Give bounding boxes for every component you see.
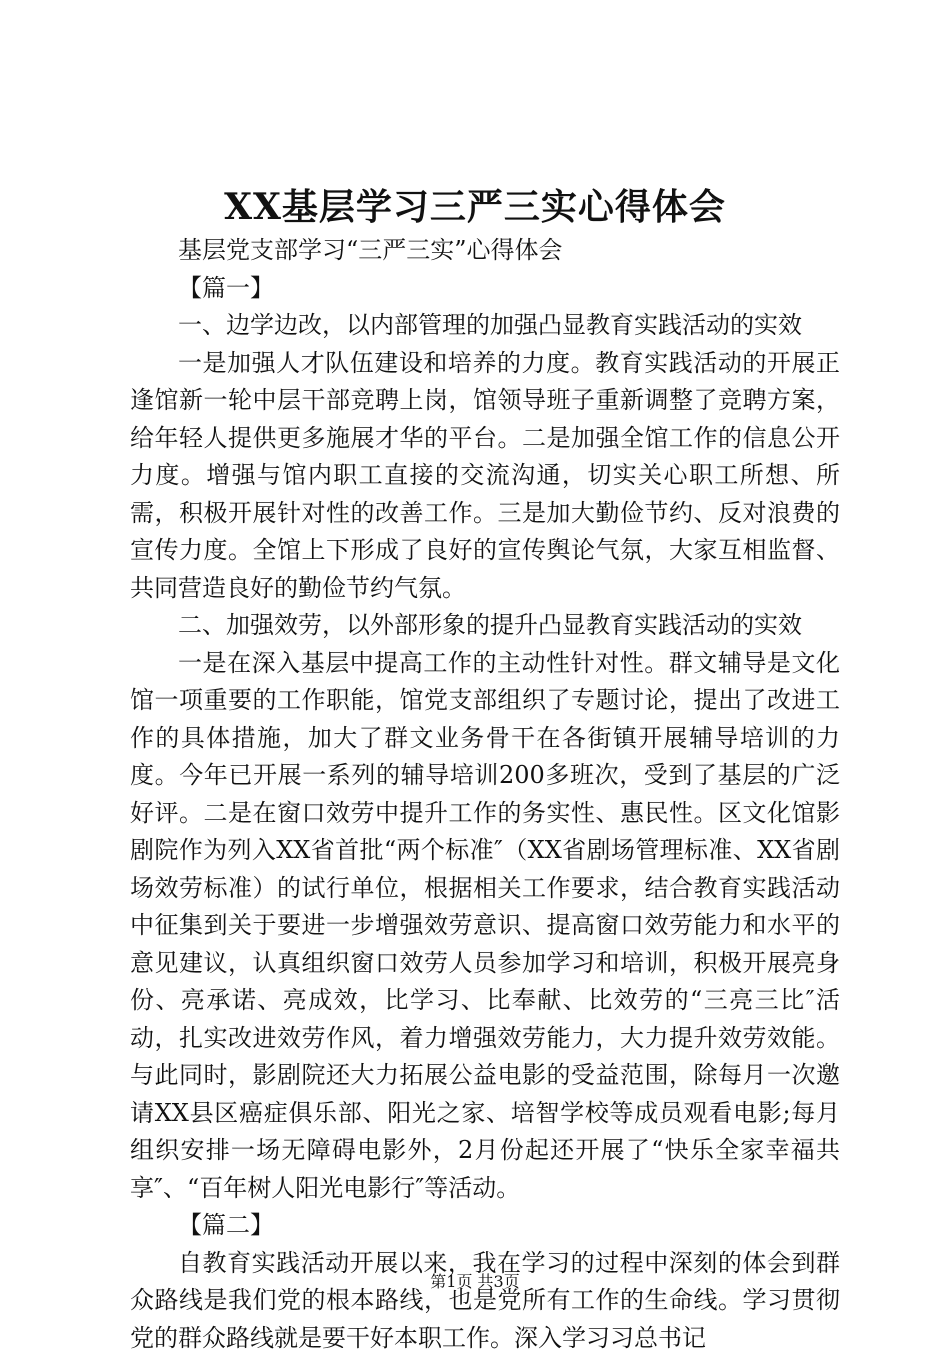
section-heading-part-one: 【篇一】 [130, 270, 840, 308]
section-heading-1: 一、边学边改，以内部管理的加强凸显教育实践活动的实效 [130, 307, 840, 345]
subtitle-paragraph: 基层党支部学习“三严三实”心得体会 [130, 232, 840, 270]
section-heading-2: 二、加强效劳，以外部形象的提升凸显教育实践活动的实效 [130, 607, 840, 645]
body-paragraph: 一是在深入基层中提高工作的主动性针对性。群文辅导是文化馆一项重要的工作职能，馆党支部组织了专题讨论，提出了改进工作的具体措施，加大了群文业务骨干在各街镇开展辅导培训的力度。今年已开展一系列的辅导培训200多班次，受到了基层的广泛好评。二是在窗口效劳中提升工作的务实性、惠民性。区文化馆影剧院作为列入XX省首批“两个标准″（XX省剧场管理标准、XX省剧场效劳标准）的试行单位，根据相关工作要求，结合教育实践活动中征集到关于要进一步增强效劳意识、提高窗口效劳能力和水平的意见建议，认真组织窗口效劳人员参加学习和培训，积极开展亮身份、亮承诺、亮成效，比学习、比奉献、比效劳的“三亮三比″活动，扎实改进效劳作风，着力增强效劳能力，大力提升效劳效能。与此同时，影剧院还大力拓展公益电影的受益范围，除每月一次邀请XX县区癌症俱乐部、阳光之家、培智学校等成员观看电影;每月组织安排一场无障碍电影外，2月份起还开展了“快乐全家幸福共享″、“百年树人阳光电影行″等活动。 [130, 645, 840, 1208]
body-paragraph: 自教育实践活动开展以来，我在学习的过程中深刻的体会到群众路线是我们党的根本路线，也是党所有工作的生命线。学习贯彻党的群众路线就是要干好本职工作。深入学习习总书记 [130, 1245, 840, 1357]
document-body [130, 232, 840, 1357]
body-paragraph: 一是加强人才队伍建设和培养的力度。教育实践活动的开展正逢馆新一轮中层干部竞聘上岗，馆领导班子重新调整了竞聘方案，给年轻人提供更多施展才华的平台。二是加强全馆工作的信息公开力度。增强与馆内职工直接的交流沟通，切实关心职工所想、所需，积极开展针对性的改善工作。三是加大勤俭节约、反对浪费的宣传力度。全馆上下形成了良好的宣传舆论气氛，大家互相监督、共同营造良好的勤俭节约气氛。 [130, 345, 840, 608]
page-footer: 第1页 共3页 [0, 1270, 950, 1294]
section-heading-part-two: 【篇二】 [130, 1207, 840, 1245]
document-title: XX基层学习三严三实心得体会 [0, 182, 950, 232]
